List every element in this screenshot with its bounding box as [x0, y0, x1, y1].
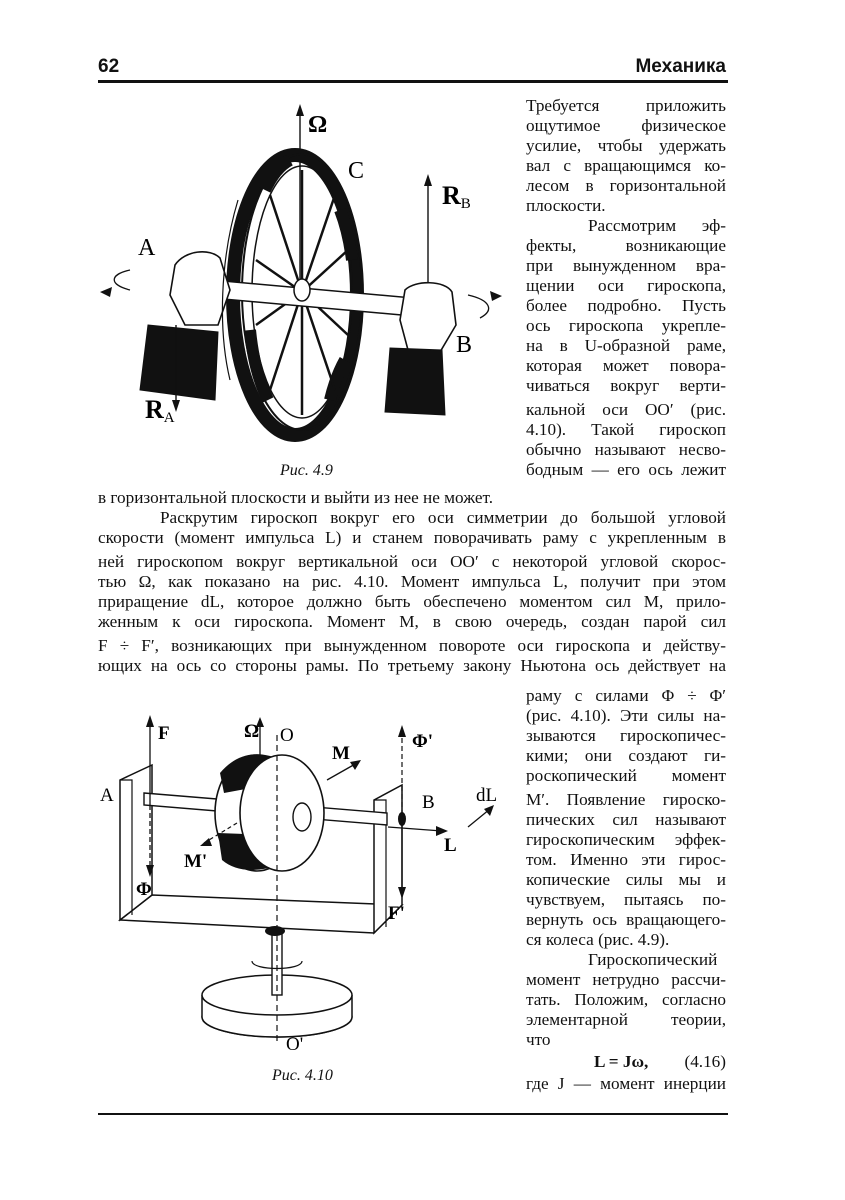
text-line: пических сил называют — [526, 810, 726, 829]
equation-row — [526, 1052, 726, 1074]
text-line: (рис. 4.10). Эти силы на- — [526, 706, 726, 725]
section-title: Механика — [635, 56, 726, 77]
right-rotation-arrowhead-icon — [490, 291, 502, 301]
text-line: более подробно. Пусть — [526, 296, 726, 315]
pivot-dot — [265, 926, 285, 936]
right-rotation-arrow — [468, 295, 489, 318]
right-hand — [400, 283, 456, 352]
header-rule — [98, 80, 728, 83]
phi-prime-arrowhead-icon — [398, 725, 406, 737]
omega-arrowhead-icon — [296, 104, 304, 116]
text-line: приращение dL, которое должно быть обеспечено моментом сил M, прило- — [98, 592, 726, 611]
label-phi: Φ — [136, 879, 152, 900]
text-line: ющих на ось со стороны рамы. По третьему закону Ньютона ось действует на — [98, 656, 726, 675]
left-sleeve — [140, 325, 218, 400]
m-arrowhead-icon — [350, 760, 361, 770]
label-f: F — [158, 723, 170, 744]
figure-4-10-caption: Рис. 4.10 — [272, 1067, 333, 1084]
label-omega: Ω — [308, 112, 328, 138]
text-line: M′. Появление гироско- — [526, 790, 726, 809]
dl-arrowhead-icon — [484, 805, 494, 816]
text-line: плоскости. — [526, 196, 606, 215]
text-line: кальной оси OO′ (рис. — [526, 400, 726, 419]
text-line: вернуть ось вращающего- — [526, 910, 726, 929]
text-line: что — [526, 1030, 551, 1049]
label-c: C — [348, 158, 365, 184]
figure-4-10 — [92, 705, 522, 1065]
text-line: роскопический момент — [526, 766, 726, 785]
label-f-prime: F' — [388, 903, 405, 924]
label-l: L — [444, 835, 457, 856]
text-line: при вынужденном вра- — [526, 256, 726, 275]
text-line: момент нетрудно рассчи- — [526, 970, 726, 989]
figure-4-9-caption: Рис. 4.9 — [280, 462, 333, 479]
text-line: щении оси гироскопа, — [526, 276, 726, 295]
text-line: Рассмотрим эф- — [588, 216, 726, 235]
text-line: раму с силами Φ ÷ Φ′ — [526, 686, 726, 705]
text-line: 4.10). Такой гироскоп — [526, 420, 726, 439]
text-line: тью Ω, как показано на рис. 4.10. Момент импульса L, получит при этом — [98, 572, 726, 591]
text-line: гироскопическим эффек- — [526, 830, 726, 849]
label-a: A — [138, 235, 156, 261]
text-line: ощутимое физическое — [526, 116, 726, 135]
figure-4-9 — [90, 100, 520, 490]
label-ra: RA — [145, 395, 175, 426]
page-number: 62 — [98, 56, 120, 77]
text-line: тать. Положим, согласно — [526, 990, 726, 1009]
right-sleeve — [385, 348, 445, 415]
text-line: чувствуем, пытаясь по- — [526, 890, 726, 909]
text-line: Раскрутим гироскоп вокруг его оси симметрии до большой угловой — [160, 508, 726, 527]
equation-formula: L = Jω, — [594, 1052, 649, 1071]
text-line: где J — момент инерции — [526, 1074, 726, 1093]
text-line: которая может повора- — [526, 356, 726, 375]
f-arrowhead-icon — [146, 715, 154, 727]
right-bearing-dot — [398, 812, 406, 826]
text-line: вал с вращающимся ко- — [526, 156, 726, 175]
text-line: F ÷ F′, возникающих при вынужденном повороте оси гироскопа и действу- — [98, 636, 726, 655]
text-line: лесом в горизонтальной — [526, 176, 726, 195]
full-width-text — [98, 488, 726, 676]
label-omega: Ω — [244, 721, 260, 742]
label-a: A — [100, 785, 114, 806]
text-line: бодным — его ось лежит — [526, 460, 726, 479]
left-hand — [170, 252, 230, 325]
text-line: фекты, возникающие — [526, 236, 726, 255]
text-line: Требуется приложить — [526, 96, 726, 115]
text-line: ось гироскопа укрепле- — [526, 316, 726, 335]
label-o: O — [280, 725, 294, 746]
bottom-right-text — [526, 686, 726, 1094]
text-line: на в U-образной раме, — [526, 336, 726, 355]
rb-arrowhead-icon — [424, 174, 432, 186]
text-line: элементарной теории, — [526, 1010, 726, 1029]
text-line: в горизонтальной плоскости и выйти из нее не может. — [98, 488, 494, 507]
text-line: женным к оси гироскопа. Момент M, в свою очередь, создан парой сил — [98, 612, 726, 631]
text-line: чиваться вокруг верти- — [526, 376, 726, 395]
label-b: B — [422, 792, 435, 813]
gyro-disc-front — [240, 755, 324, 871]
text-line: усилие, чтобы удержать — [526, 136, 726, 155]
label-m-prime: M' — [184, 851, 208, 872]
gyro-hub — [293, 803, 311, 831]
label-dl: dL — [476, 785, 498, 806]
label-phi-prime: Φ' — [412, 731, 434, 752]
text-line: скорости (момент импульса L) и станем поворачивать раму с укрепленным в — [98, 528, 726, 547]
label-rb: RB — [442, 181, 471, 212]
left-rotation-arrowhead-icon — [100, 287, 112, 297]
top-right-text — [526, 96, 726, 480]
label-b: B — [456, 332, 473, 358]
text-line: зываются гироскопичес- — [526, 726, 726, 745]
text-line: кими; они создают ги- — [526, 746, 726, 765]
hub — [294, 279, 310, 301]
text-line: ней гироскопом вокруг вертикальной оси OO′ с некоторой угловой скорос- — [98, 552, 726, 571]
equation-number: (4.16) — [684, 1052, 726, 1071]
text-line: том. Именно эти гирос- — [526, 850, 726, 869]
text-line: обычно называют несво- — [526, 440, 726, 459]
frame-base — [120, 895, 402, 933]
footer-rule — [98, 1113, 728, 1115]
text-line: копические силы мы и — [526, 870, 726, 889]
label-m: M — [332, 743, 350, 764]
text-line: Гироскопический — [588, 950, 718, 969]
left-rotation-arrow — [114, 270, 130, 290]
label-o-prime: O' — [286, 1034, 304, 1055]
text-line: ся колеса (рис. 4.9). — [526, 930, 670, 949]
